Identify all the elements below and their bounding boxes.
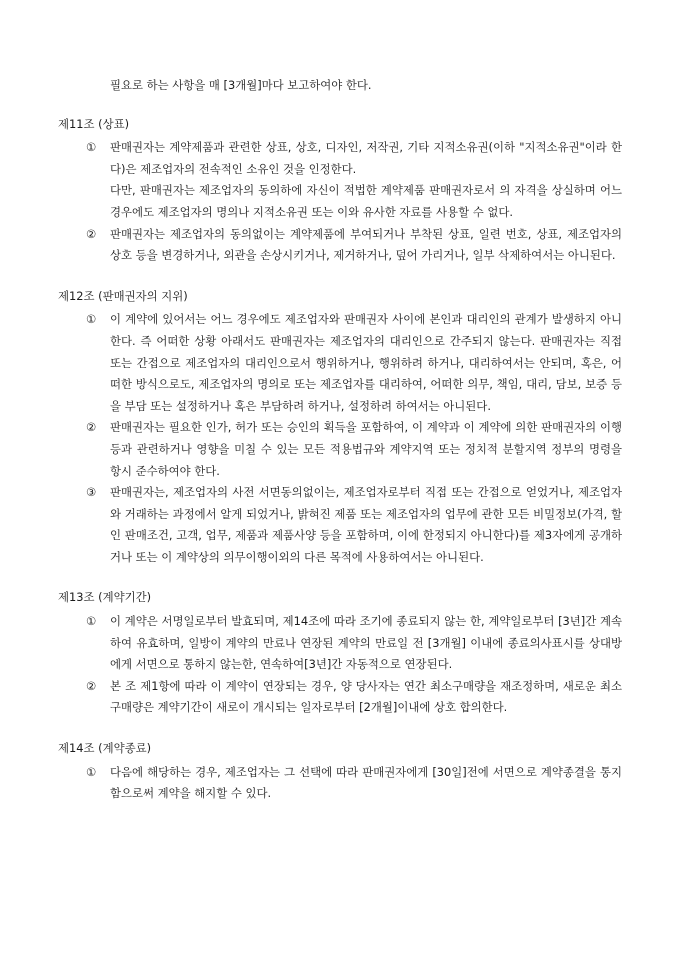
- clause-marker: ①: [86, 312, 97, 327]
- clause-2: [58, 676, 622, 719]
- clause-2: [58, 417, 622, 482]
- clause-1: [58, 137, 622, 223]
- clause-1: [58, 762, 622, 805]
- article-heading: 제12조 (판매권자의 지위): [58, 288, 188, 303]
- article-heading: 제11조 (상표): [58, 116, 130, 131]
- clause-text: 다음에 해당하는 경우, 제조업자는 그 선택에 따라 판매권자에게 [30일]전에 서면으로 계약종결을 통지함으로써 계약을 해지할 수 있다.: [110, 764, 622, 801]
- continuation-text: 필요로 하는 사항을 매 [3개월]마다 보고하여야 한다.: [110, 78, 372, 92]
- clause-3: [58, 482, 622, 568]
- clause-text: 판매권자는, 제조업자의 사전 서면동의없이는, 제조업자로부터 직접 또는 간접으로 얻었거나, 제조업자와 거래하는 과정에서 알게 되었거나, 밝혀진 제품 또는 제조업자의 업무에 관한 모든 비밀정보(가격, 할인 판매조건, 고객, 업무, 제품과 제품사양 등을 포함하며, 이에 한정되지 아니한다)를 제3자에게 공개하거나 또는 이 계약상의 의무이행이외의 다른 목적에 사용하여서는 아니된다.: [110, 485, 622, 564]
- article-12: [58, 286, 622, 569]
- clause-text: 판매권자는 제조업자의 동의없이는 계약제품에 부여되거나 부착된 상표, 일련 번호, 상표, 제조업자의 상호 등을 변경하거나, 외관을 손상시키거나, 제거하거나, 덮어 가리거나, 일부 삭제하여서는 아니된다.: [110, 226, 622, 263]
- clause-marker: ①: [86, 614, 97, 629]
- article-13: [58, 587, 622, 719]
- article-14: [58, 738, 622, 805]
- clause-1: [58, 611, 622, 676]
- article-11: [58, 114, 622, 267]
- clause-marker: ②: [86, 226, 97, 241]
- clause-2: [58, 224, 622, 267]
- clause-text: 이 계약은 서명일로부터 발효되며, 제14조에 따라 조기에 종료되지 않는 한, 계약일로부터 [3년]간 계속하여 유효하며, 일방이 계약의 만료나 연장된 계약의 만료일 전 [3개월] 이내에 종료의사표시를 상대방에게 서면으로 통하지 않는한, 연속하여[3년]간 자동적으로 연장된다.: [110, 614, 622, 672]
- clause-marker: ②: [86, 420, 97, 435]
- clause-text: 판매권자는 필요한 인가, 허가 또는 승인의 획득을 포함하여, 이 계약과 이 계약에 의한 판매권자의 이행 등과 관련하거나 영향을 미칠 수 있는 모든 적용법규와 계약지역 또는 정치적 분할지역 정부의 명령을 항시 준수하여야 한다.: [110, 420, 622, 478]
- clause-text: 판매권자는 계약제품과 관련한 상표, 상호, 디자인, 저작권, 기타 지적소유권(이하 "지적소유권"이라 한다)은 제조업자의 전속적인 소유인 것을 인정한다.: [110, 140, 622, 176]
- clause-text: 다만, 판매권자는 제조업자의 동의하에 자신이 적법한 계약제품 판매권자로서 의 자격을 상실하며 어느 경우에도 제조업자의 명의나 지적소유권 또는 이와 유사한 자료를 사용할 수 없다.: [110, 183, 622, 219]
- clause-marker: ③: [86, 485, 97, 500]
- clause-marker: ①: [86, 764, 97, 779]
- article-heading: 제13조 (계약기간): [58, 590, 152, 605]
- clause-marker: ②: [86, 678, 97, 693]
- clause-marker: ①: [86, 140, 97, 155]
- clause-text: 본 조 제1항에 따라 이 계약이 연장되는 경우, 양 당사자는 연간 최소구매량을 재조정하며, 새로운 최소구매량은 계약기간이 새로이 개시되는 일자로부터 [2개월]이내에 상호 합의한다.: [110, 678, 622, 715]
- article-heading: 제14조 (계약종료): [58, 741, 152, 756]
- clause-text: 이 계약에 있어서는 어느 경우에도 제조업자와 판매권자 사이에 본인과 대리인의 관계가 발생하지 아니한다. 즉 어떠한 상황 아래서도 판매권자는 제조업자의 대리인으로 간주되지 않는다. 판매권자는 직접 또는 간접으로 제조업자의 대리인으로서 행위하거나, 행위하려 하거나, 대리하여서는 안되며, 혹은, 어떠한 방식으로도, 제조업자의 명의로 또는 제조업자를 대리하여, 어떠한 의무, 책임, 대리, 담보, 보증 등을 부담 또는 설정하거나 혹은 부담하려 하거나, 설정하려 하여서는 아니된다.: [110, 312, 622, 413]
- clause-1: [58, 309, 622, 417]
